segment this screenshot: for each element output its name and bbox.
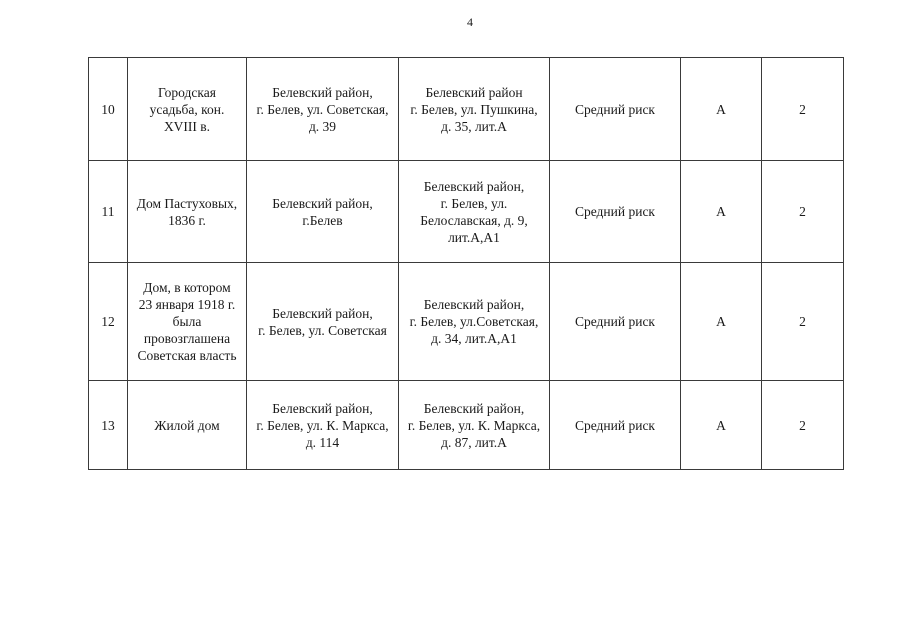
grade-cell — [762, 381, 844, 470]
category-cell — [681, 381, 762, 470]
objects-table — [88, 57, 844, 470]
category-text: А — [716, 204, 726, 219]
location-cell — [399, 58, 550, 161]
row-number-cell — [89, 161, 128, 263]
location-line: г. Белев, ул. — [440, 195, 508, 211]
location-line: г. Белев, ул.Советская, — [409, 314, 539, 329]
address-line: Белевский район, — [272, 84, 373, 100]
row-number-cell — [89, 58, 128, 161]
address-line: д. 39 — [308, 118, 337, 134]
location-line: Белевский район, — [423, 297, 525, 312]
row-number-text: 10 — [101, 101, 115, 117]
category-text: А — [716, 101, 726, 117]
location-line: г. Белев, ул. К. Маркса, — [407, 417, 541, 433]
table-body — [89, 58, 844, 470]
address-cell — [247, 58, 399, 161]
location-line: Белевский район, — [423, 400, 525, 416]
grade-cell — [762, 263, 844, 381]
table-row — [89, 263, 844, 381]
row-number-cell — [89, 381, 128, 470]
address-line: Белевский район, — [272, 195, 373, 211]
address-line: д. 114 — [305, 434, 340, 450]
object-name-line: была — [172, 314, 202, 329]
address-line: г. Белев, ул. Советская — [258, 322, 387, 338]
address-line: Белевский район, — [272, 305, 373, 321]
object-name-line: Дом Пастуховых, — [136, 195, 238, 211]
object-name-line: провозглашена — [143, 331, 231, 346]
location-line: д. 87, лит.А — [441, 434, 507, 450]
object-name-cell — [128, 381, 247, 470]
object-name-line: 23 января 1918 г. — [138, 297, 236, 312]
risk-level-text: Средний риск — [574, 101, 655, 117]
risk-level-text: Средний риск — [574, 204, 655, 219]
object-name-cell — [128, 263, 247, 381]
grade-text: 2 — [799, 101, 806, 117]
location-line: д. 35, лит.А — [441, 118, 507, 134]
risk-level-text: Средний риск — [574, 417, 655, 433]
address-line: г. Белев, ул. Советская, — [256, 101, 389, 117]
table-row — [89, 161, 844, 263]
address-cell — [247, 161, 399, 263]
category-cell — [681, 161, 762, 263]
category-text: А — [716, 314, 726, 329]
location-cell — [399, 263, 550, 381]
address-line: г. Белев, ул. К. Маркса, — [256, 417, 389, 433]
location-line: Белославская, д. 9, — [420, 212, 528, 228]
category-cell — [681, 58, 762, 161]
location-cell — [399, 381, 550, 470]
row-number-text: 12 — [101, 314, 115, 329]
location-line: д. 34, лит.А,А1 — [431, 331, 517, 346]
grade-text: 2 — [799, 204, 806, 219]
risk-level-text: Средний риск — [574, 314, 655, 329]
object-name-line: Дом, в котором — [143, 280, 231, 295]
location-line: Белевский район — [425, 84, 523, 100]
object-name-cell — [128, 161, 247, 263]
location-cell — [399, 161, 550, 263]
object-name-line: Жилой дом — [154, 417, 220, 433]
risk-level-cell — [550, 161, 681, 263]
object-name-line: 1836 г. — [168, 212, 206, 228]
grade-cell — [762, 161, 844, 263]
row-number-text: 11 — [101, 204, 115, 219]
risk-level-cell — [550, 58, 681, 161]
address-cell — [247, 381, 399, 470]
grade-text: 2 — [799, 417, 806, 433]
table-row — [89, 381, 844, 470]
location-line: г. Белев, ул. Пушкина, — [410, 101, 538, 117]
object-name-line: усадьба, кон. — [149, 101, 225, 117]
object-name-line: XVIII в. — [163, 118, 211, 134]
risk-level-cell — [550, 263, 681, 381]
object-name-cell — [128, 58, 247, 161]
location-line: Белевский район, — [423, 178, 525, 194]
object-name-line: Советская власть — [137, 348, 237, 363]
page-number: 4 — [467, 15, 473, 29]
address-line: г.Белев — [302, 212, 343, 228]
risk-level-cell — [550, 381, 681, 470]
address-line: Белевский район, — [272, 400, 373, 416]
location-line: лит.А,А1 — [448, 229, 500, 245]
table-row — [89, 58, 844, 161]
address-cell — [247, 263, 399, 381]
category-cell — [681, 263, 762, 381]
category-text: А — [716, 417, 726, 433]
row-number-cell — [89, 263, 128, 381]
grade-cell — [762, 58, 844, 161]
row-number-text: 13 — [101, 417, 115, 433]
object-name-line: Городская — [158, 84, 216, 100]
grade-text: 2 — [799, 314, 806, 329]
